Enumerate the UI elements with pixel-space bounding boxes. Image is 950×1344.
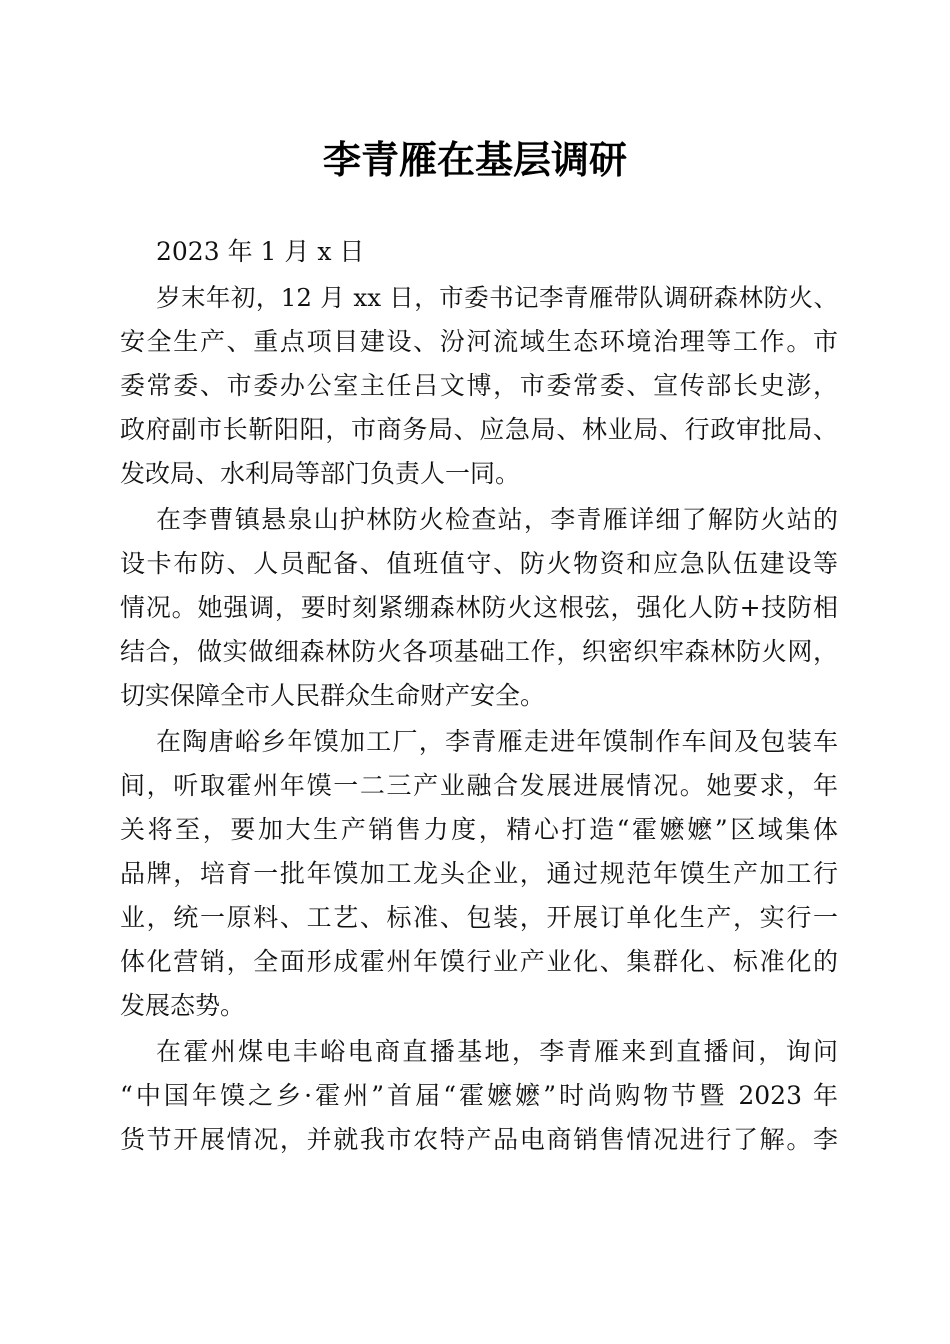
paragraph-line: 结合，做实做细森林防火各项基础工作，织密织牢森林防火网， [120, 637, 838, 666]
paragraph-line: 体化营销，全面形成霍州年馍行业产业化、集群化、标准化的 [120, 947, 838, 976]
paragraph-line: 发展态势。 [120, 991, 246, 1020]
paragraph-line: 间，听取霍州年馍一二三产业融合发展进展情况。她要求，年 [120, 771, 838, 800]
document-title: 李青雁在基层调研 [322, 137, 627, 182]
paragraph-line: 发改局、水利局等部门负责人一同。 [120, 459, 521, 488]
paragraph-line: 设卡布防、人员配备、值班值守、防火物资和应急队伍建设等 [120, 549, 838, 578]
paragraph-line: 政府副市长靳阳阳，市商务局、应急局、林业局、行政审批局、 [120, 415, 838, 444]
paragraph-line: 委常委、市委办公室主任吕文博，市委常委、宣传部长史澎， [120, 371, 838, 400]
paragraph-line: 业，统一原料、工艺、标准、包装，开展订单化生产，实行一 [120, 903, 838, 932]
paragraph-line: 在霍州煤电丰峪电商直播基地，李青雁来到直播间，询问 [156, 1037, 838, 1066]
date-line: 2023 年 1 月 x 日 [156, 237, 365, 266]
paragraph-line: 关将至，要加大生产销售力度，精心打造“霍嬷嬷”区域集体 [120, 815, 838, 844]
paragraph-line: 在陶唐峪乡年馍加工厂，李青雁走进年馍制作车间及包装车 [156, 727, 838, 756]
paragraph-line: 品牌，培育一批年馍加工龙头企业，通过规范年馍生产加工行 [120, 859, 838, 888]
paragraph-line: 在李曹镇悬泉山护林防火检查站，李青雁详细了解防火站的 [156, 505, 838, 534]
paragraph-line: 岁末年初，12 月 xx 日，市委书记李青雁带队调研森林防火、 [156, 283, 838, 312]
paragraph-line: 安全生产、重点项目建设、汾河流域生态环境治理等工作。市 [120, 327, 838, 356]
paragraph-line: 货节开展情况，并就我市农特产品电商销售情况进行了解。李 [120, 1125, 838, 1154]
paragraph-line: 情况。她强调，要时刻紧绷森林防火这根弦，强化人防+技防相 [120, 593, 838, 622]
paragraph-line: 切实保障全市人民群众生命财产安全。 [120, 681, 546, 710]
paragraph-line: “中国年馍之乡·霍州”首届“霍嬷嬷”时尚购物节暨 2023 年 [120, 1081, 838, 1110]
